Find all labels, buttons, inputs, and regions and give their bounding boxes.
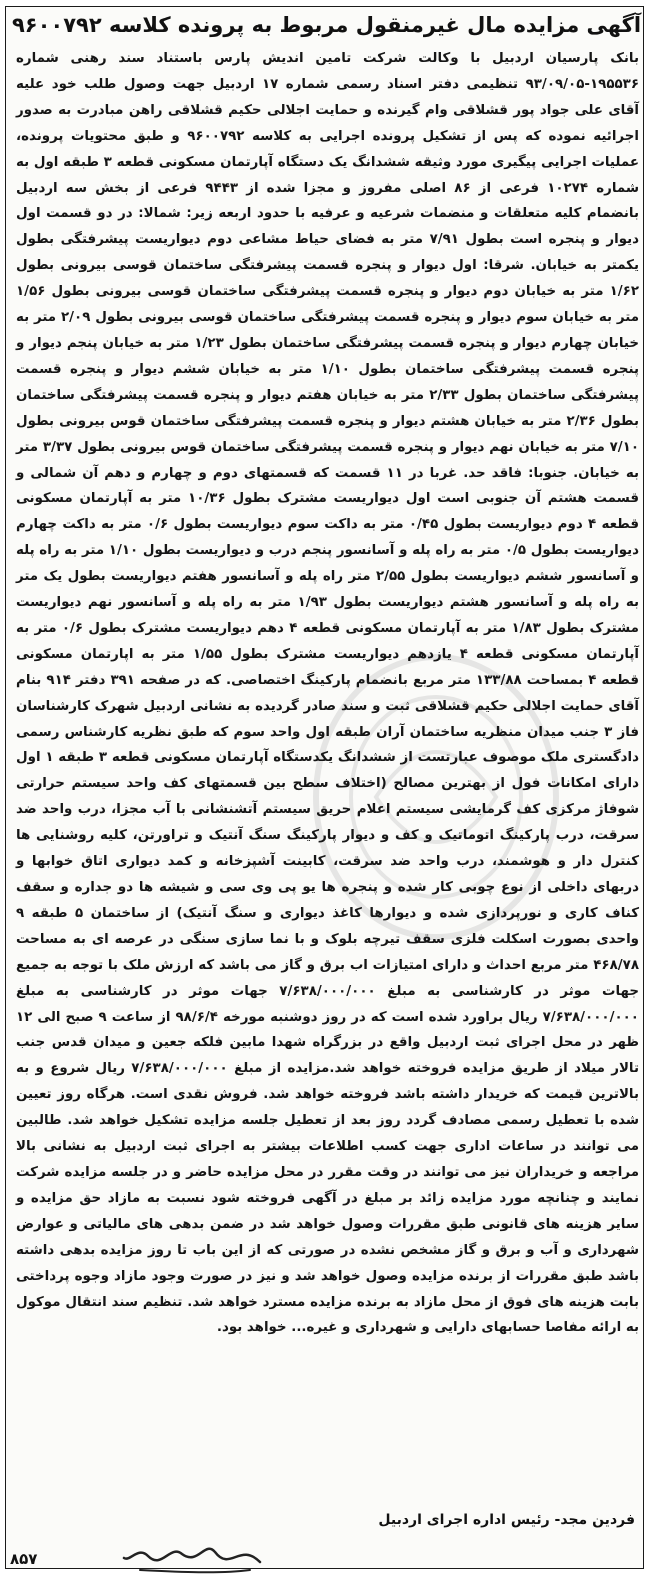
ad-code: ۸۵۷ xyxy=(10,1550,38,1568)
notice-title: آگهی مزایده مال غیرمنقول مربوط به پرونده کلاسه ۹۶۰۰۷۹۲ xyxy=(11,13,642,37)
notice-body: بانک پارسیان اردبیل با وکالت شرکت تامین اندیش پارس باستناد سند رهنی شماره ۱۹۵۵۳۶-۹۳/۰۹/۰۵ تنظیمی دفتر اسناد رسمی شماره ۱۷ اردبیل جهت وصول طلب خود علیه آقای علی جواد پور قشلاقی وام گیرنده و حمایت اجلالی حکیم قشلاقی راهن مبادرت به صدور اجرائیه نموده که پس از تشکیل پرونده اجرایی به کلاسه ۹۶۰۰۷۹۲ و طبق محتویات پرونده، عملیات اجرایی پیگیری مورد وثیقه ششدانگ یک دستگاه آپارتمان مسکونی قطعه ۳ طبقه اول به شماره ۱۰۲۷۴ فرعی از ۸۶ اصلی مفروز و مجزا شده از ۹۴۴۳ فرعی از بخش سه اردبیل بانضمام کلیه متعلقات و منضمات شرعیه و عرفیه با حدود اربعه زیر: شمالا: در دو قسمت اول دیوار و پنجره است بطول ۷/۹۱ متر به فضای حیاط مشاعی دوم دیواریست پیشرفتگی بطول یکمتر به خیابان. شرقا: اول دیوار و پنجره قسمت پیشرفتگی ساختمان قوسی بیرونی بطول ۱/۶۲ متر به خیابان دوم دیوار و پنجره قسمت پیشرفتگی ساختمان قوسی بیرونی بطول ۱/۵۶ متر به خیابان سوم دیوار و پنجره قسمت پیشرفتگی ساختمان قوسی بیرونی بطول ۲/۰۹ متر به خیابان چهارم دیوار و پنجره قسمت پیشرفتگی ساختمان بطول ۱/۲۳ متر به خیابان پنجم دیوار و پنجره قسمت پیشرفتگی ساختمان بطول ۱/۱۰ متر به خیابان ششم دیوار و پنجره قسمت پیشرفتگی ساختمان بطول ۲/۳۳ متر به خیابان هفتم دیوار و پنجره قسمت پیشرفتگی ساختمان بطول ۲/۳۶ متر به خیابان هشتم دیوار و پنجره قسمت پیشرفتگی ساختمان قوس بیرونی بطول ۷/۱۰ متر به خیابان نهم دیوار و پنجره قسمت پیشرفتگی ساختمان قوس بیرونی بطول ۳/۳۷ متر به خیابان. جنوبا: فاقد حد. غربا در ۱۱ قسمت که قسمتهای دوم و چهارم و دهم آن شمالی و قسمت هشتم آن جنوبی است اول دیواریست مشترک بطول ۱۰/۳۶ متر به آپارتمان مسکونی قطعه ۴ دوم دیواریست بطول ۰/۴۵ متر به داکت سوم دیواریست بطول ۰/۶ متر به داکت چهارم دیواریست بطول ۰/۵ متر به راه پله و آسانسور پنجم درب و دیواریست بطول ۱/۱۰ متر به راه پله و آسانسور ششم دیواریست بطول ۲/۵۵ متر راه پله و آسانسور هفتم دیواریست بطول یک متر به راه پله و آسانسور هشتم دیواریست بطول ۱/۹۳ متر به راه پله و آسانسور نهم دیواریست مشترک بطول ۱/۸۳ متر به آپارتمان مسکونی قطعه ۴ دهم دیواریست مشترک بطول ۰/۶ متر به آپارتمان مسکونی قطعه ۴ یازدهم دیواریست مشترک بطول ۱/۵۵ متر به اپارتمان مسکونی قطعه ۴ بمساحت ۱۳۳/۸۸ متر مربع بانضمام پارکینگ اختصاصی. که در صفحه ۳۹۱ دفتر ۹۱۴ بنام آقای حمایت اجلالی حکیم قشلاقی ثبت و سند صادر گردیده به نشانی اردبیل شهرک کارشناسان فاز ۳ جنب میدان منظریه ساختمان آران طبقه اول واحد سوم که طبق نظریه کارشناس رسمی دادگستری ملک موصوف عبارتست از ششدانگ یکدستگاه آپارتمان مسکونی قطعه ۳ طبقه ۱ اول دارای امکانات فول از بهترین مصالح (اختلاف سطح بین قسمتهای کف واحد سیستم حرارتی شوفاژ مرکزی کف گرمایشی سیستم اعلام حریق سیستم آتشنشانی با آب مجزا، درب واحد ضد سرقت، درب پارکینگ اتوماتیک و کف و دیوار پارکینگ سنگ آنتیک و تراورتن، کلیه روشنایی ها کنترل دار و هوشمند، درب واحد ضد سرقت، کابینت آشپزخانه و کمد دیواری اتاق خوابها و دربهای داخلی از نوع چوبی کار شده و پنجره ها یو پی وی سی و شیشه ها دو جداره و سقف کناف کاری و نورپردازی شده و دیوارها کاغذ دیواری و سنگ آنتیک) از ساختمان ۵ طبقه ۹ واحدی بصورت اسکلت فلزی سقف تیرچه بلوک و با نما سازی سنگی در عرصه ای به مساحت ۴۶۸/۷۸ متر مربع احداث و دارای امتیازات اب برق و گاز می باشد که ارزش ملک با توجه به جمیع جهات موثر در کارشناسی به مبلغ ۷/۶۳۸/۰۰۰/۰۰۰ جهات موثر در کارشناسی به مبلغ ۷/۶۳۸/۰۰۰/۰۰۰ ریال براورد شده است که در روز دوشنبه مورخه ۹۸/۶/۴ از ساعت ۹ صبح الی ۱۲ ظهر در محل اجرای ثبت اردبیل واقع در بزرگراه شهدا مابین فلکه جعین و میدان قدس جنب تالار میلاد از طریق مزایده فروخته خواهد شد.مزایده از مبلغ ۷/۶۳۸/۰۰۰/۰۰۰ ریال شروع و به بالاترین قیمت که خریدار داشته باشد فروخته خواهد شد. فروش نقدی است. هرگاه روز تعیین شده با تعطیل رسمی مصادف گردد روز بعد از تعطیل جلسه مزایده تشکیل خواهد شد. طالبین می توانند در ساعات اداری جهت کسب اطلاعات بیشتر به اجرای ثبت اردبیل به نشانی بالا مراجعه و خریداران نیز می توانند در وقت مقرر در محل مزایده حاضر و در جلسه مزایده شرکت نمایند و چنانچه مورد مزایده زائد بر مبلغ در آگهی فروخته شود نسبت به مازاد حق مزایده و سایر هزینه های قانونی طبق مقررات وصول خواهد شد در ضمن بدهی های مالیاتی و عوارض شهرداری و آب و برق و گاز مشخص نشده در صورتی که از این باب تا روز مزایده بدهی داشته باشد طبق مقررات از برنده مزایده وصول خواهد شد و نیز در صورت وجود مازاد وجوه پرداختی بابت هزینه های فوق از محل مازاد به برنده مزایده مسترد خواهد شد. تنظیم سند انتقال موکول به ارائه مفاصا حسابهای دارایی و شهرداری و غیره... خواهد بود. xyxy=(16,51,640,1336)
handwritten-mark xyxy=(120,1532,270,1576)
notice-signature: فردین مجد- رئیس اداره اجرای اردبیل xyxy=(378,1512,635,1528)
